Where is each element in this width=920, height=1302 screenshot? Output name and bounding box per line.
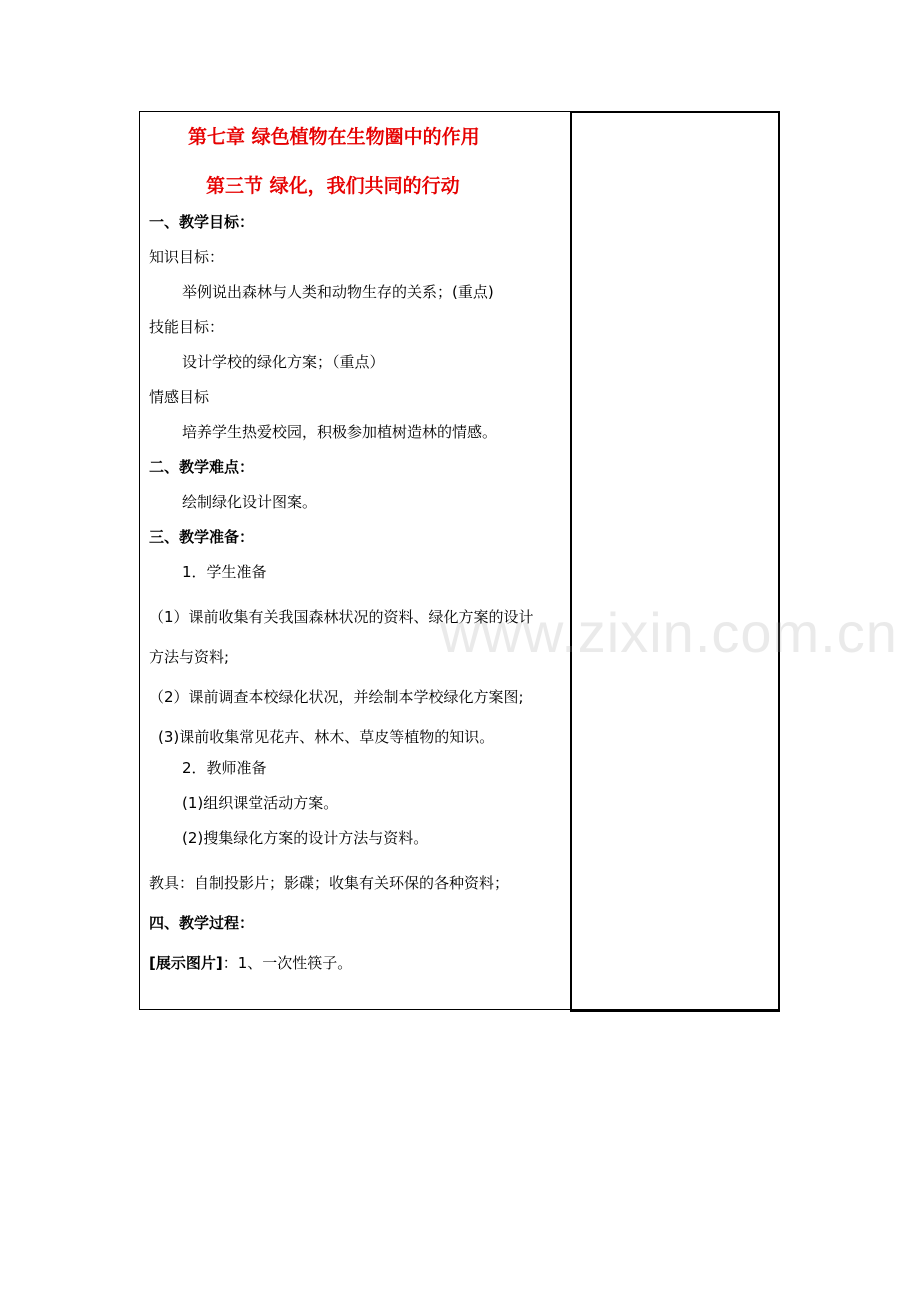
emotion-label: 情感目标 — [149, 388, 210, 406]
student-prep-item-2: （2）课前调查本校绿化状况，并绘制本学校绿化方案图; — [149, 688, 524, 706]
student-prep-item-1-line-1: （1）课前收集有关我国森林状况的资料、绿化方案的设计 — [149, 608, 534, 626]
skill-label: 技能目标： — [149, 318, 225, 336]
heading-objectives: 一、教学目标： — [149, 213, 255, 231]
notes-column — [570, 111, 780, 1012]
display-label: [展示图片] — [149, 954, 223, 972]
teacher-prep-item-1: (1)组织课堂活动方案。 — [182, 794, 339, 812]
skill-item: 设计学校的绿化方案；（重点） — [182, 353, 385, 371]
section-title: 第三节 绿化，我们共同的行动 — [206, 175, 460, 197]
heading-preparation: 三、教学准备： — [149, 528, 255, 546]
knowledge-item: 举例说出森林与人类和动物生存的关系；(重点) — [182, 283, 494, 301]
watermark: www.zixin.com.cn — [440, 601, 898, 664]
student-prep-item-3: (3)课前收集常见花卉、林木、草皮等植物的知识。 — [158, 728, 495, 746]
teacher-prep-item-2: (2)搜集绿化方案的设计方法与资料。 — [182, 829, 429, 847]
display-text: ：1、一次性筷子。 — [222, 954, 353, 972]
emotion-item: 培养学生热爱校园，积极参加植树造林的情感。 — [182, 423, 498, 441]
heading-difficulty: 二、教学难点： — [149, 458, 255, 476]
display-line — [149, 953, 352, 973]
student-prep-label: 1．学生准备 — [182, 563, 267, 581]
student-prep-item-1-line-2: 方法与资料; — [149, 648, 230, 666]
teaching-tools: 教具：自制投影片；影碟；收集有关环保的各种资料； — [149, 874, 510, 892]
heading-process: 四、教学过程： — [149, 914, 255, 932]
difficulty-item: 绘制绿化设计图案。 — [182, 493, 318, 511]
knowledge-label: 知识目标： — [149, 248, 225, 266]
teacher-prep-label: 2．教师准备 — [182, 759, 267, 777]
chapter-title: 第七章 绿色植物在生物圈中的作用 — [188, 126, 480, 148]
